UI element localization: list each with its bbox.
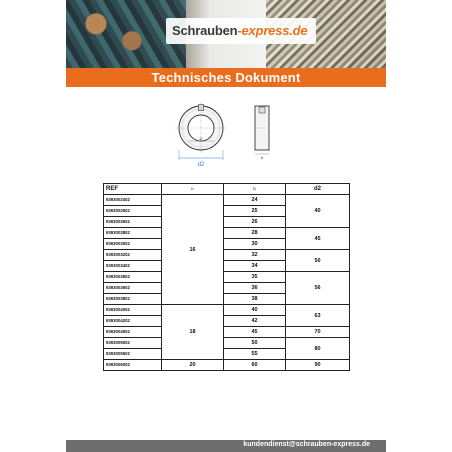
table-row (104, 228, 350, 239)
b-cell: 16 (162, 195, 224, 305)
table-row (104, 305, 350, 316)
d2-cell: 70 (286, 327, 350, 338)
table-header-row (104, 184, 350, 195)
ref-cell: 9393006002 (104, 360, 162, 371)
document-page (66, 0, 386, 452)
technical-drawing (171, 100, 291, 170)
outer-diameter-label: d2 (197, 162, 205, 168)
header-d: D (224, 184, 286, 195)
d-cell: 35 (224, 272, 286, 283)
d2-cell: 45 (286, 228, 350, 250)
ref-cell: 9393004202 (104, 316, 162, 327)
ref-cell: 9393003502 (104, 272, 162, 283)
logo (172, 23, 307, 38)
table-row (104, 338, 350, 349)
d2-cell: 50 (286, 250, 350, 272)
logo-text: Schrauben (172, 23, 238, 38)
d-cell: 42 (224, 316, 286, 327)
header-banner (66, 0, 386, 68)
ref-cell: 9393003202 (104, 250, 162, 261)
ref-cell: 9393003402 (104, 261, 162, 272)
d2-cell: 80 (286, 338, 350, 360)
ref-cell: 9393002602 (104, 217, 162, 228)
width-label: b (260, 155, 264, 160)
d-cell: 60 (224, 360, 286, 371)
footer-bar (66, 440, 386, 452)
side-view (255, 106, 269, 160)
d-cell: 28 (224, 228, 286, 239)
d-cell: 26 (224, 217, 286, 228)
d-cell: 25 (224, 206, 286, 217)
d2-cell: 56 (286, 272, 350, 305)
d2-cell: 90 (286, 360, 350, 371)
d-cell: 55 (224, 349, 286, 360)
d-cell: 45 (224, 327, 286, 338)
ref-cell: 9393003602 (104, 283, 162, 294)
d-cell: 24 (224, 195, 286, 206)
ref-cell: 9393002402 (104, 195, 162, 206)
table-row (104, 272, 350, 283)
ref-cell: 9393005002 (104, 338, 162, 349)
front-view (175, 102, 227, 168)
d-cell: 38 (224, 294, 286, 305)
d2-cell: 63 (286, 305, 350, 327)
ref-cell: 9393002802 (104, 228, 162, 239)
table-row (104, 250, 350, 261)
d-cell: 50 (224, 338, 286, 349)
ref-cell: 9393004502 (104, 327, 162, 338)
reference-table (103, 183, 350, 371)
table-row (104, 360, 350, 371)
b-cell: 18 (162, 305, 224, 360)
b-cell: 20 (162, 360, 224, 371)
page-title: Technisches Dokument (151, 70, 301, 85)
ref-cell: 9393005502 (104, 349, 162, 360)
table-row (104, 195, 350, 206)
header-b: b (162, 184, 224, 195)
d2-cell: 40 (286, 195, 350, 228)
inner-diameter-label: D (199, 136, 203, 141)
d-cell: 34 (224, 261, 286, 272)
ref-cell: 9393003802 (104, 294, 162, 305)
ref-cell: 9393002502 (104, 206, 162, 217)
d-cell: 32 (224, 250, 286, 261)
header-ref: REF (104, 184, 162, 195)
logo-box (166, 18, 316, 44)
d-cell: 40 (224, 305, 286, 316)
logo-accent: -express.de (237, 23, 308, 38)
ref-cell: 9393004002 (104, 305, 162, 316)
d-cell: 30 (224, 239, 286, 250)
d-cell: 36 (224, 283, 286, 294)
header-d2: d2 (286, 184, 350, 195)
ref-cell: 9393003002 (104, 239, 162, 250)
table-row (104, 327, 350, 338)
support-email: kundendienst@schrauben-express.de (243, 441, 370, 448)
title-bar (66, 68, 386, 87)
